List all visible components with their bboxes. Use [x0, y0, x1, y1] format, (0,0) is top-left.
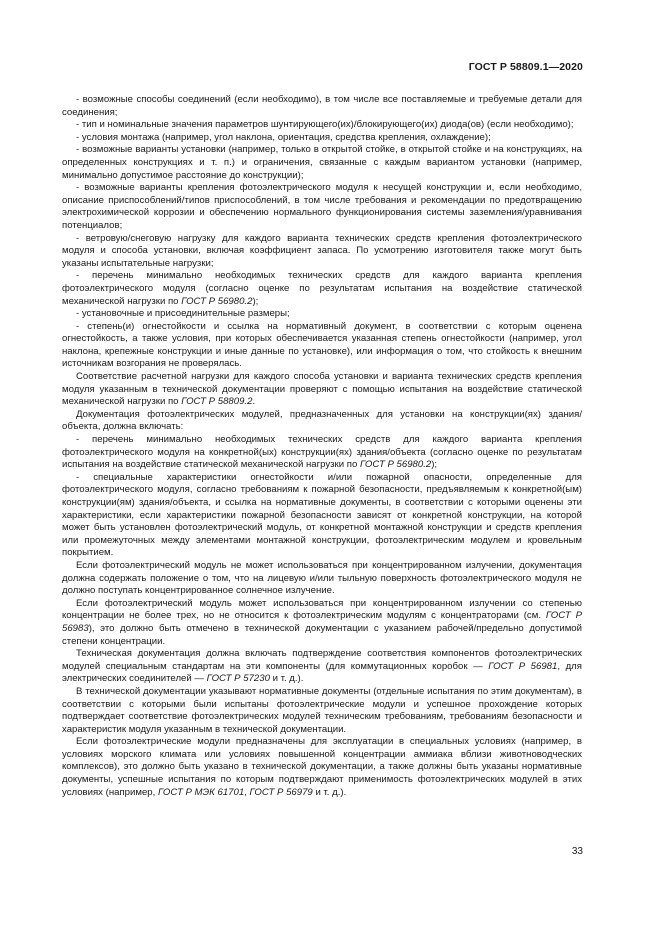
- standard-reference: ГОСТ Р 56980.2: [181, 295, 253, 307]
- paragraph-text: );: [431, 459, 438, 471]
- paragraph-text: - установочные и присоединительные размеры;: [76, 308, 290, 320]
- paragraph: [62, 182, 582, 232]
- paragraph: [62, 409, 582, 434]
- paragraph: [62, 321, 582, 371]
- standard-reference: ГОСТ Р 56979: [249, 786, 313, 798]
- paragraph-text: );: [252, 295, 259, 307]
- document-code-header: ГОСТ Р 58809.1—2020: [468, 61, 583, 73]
- paragraph-text: - специальные характеристики огнестойкости и/или пожарной опасности, определенные для фотоэлектрического модуля, согласно требованиям к пожарной безопасности, предъявляемым к конкретной(ым) конструкции(ям) здания/объекта, и ссылка на нормативные документы, в соответствии с которыми оценены эти характеристики, если характеристики пожарной безопасности зависят от конкретной конструкции, на которой может быть установлен фотоэлектрический модуль, от конкретной монтажной конструкции и средств крепления или промежуточных между элементами монтажной конструкции, фотоэлектрическим модулем и кровельным покрытием.: [62, 471, 582, 559]
- paragraph-text: - ветровую/снеговую нагрузку для каждого варианта технических средств крепления фотоэлектрического модуля и способа установки, включая коэффициент запаса. По усмотрению изготовителя также могут быть указаны испытательные нагрузки;: [62, 232, 582, 269]
- paragraph-text: , для электрических соединителей —: [62, 660, 582, 685]
- paragraph-text: и т. д.).: [312, 786, 347, 798]
- paragraph-text: - степень(и) огнестойкости и ссылка на нормативный документ, в соответствии с которым оценена огнестойкость, а также условия, при которых обеспечивается указанная степень огнестойкости (например, угол наклона, крепежные конструкции и иные данные по установке), или информация о том, что стойкость к внешним источникам возгорания не проверялась.: [62, 320, 582, 370]
- paragraph-text: Если фотоэлектрический модуль не может использоваться при концентрированном излучении, документация должна содержать положение о том, что на лицевую и/или тыльную поверхность фотоэлектрического модуля не должно поступать концентрированное солнечное излучение.: [62, 559, 582, 597]
- paragraph: [62, 371, 582, 409]
- paragraph-text: Техническая документация должна включать подтверждение соответствия компонентов фотоэлектрических модулей специальным стандартам на эти компоненты (для коммутационных коробок —: [62, 648, 582, 672]
- paragraph-text: - тип и номинальные значения параметров шунтирующего(их)/блокирующего(их) диода(ов) (если необходимо);: [76, 119, 574, 131]
- paragraph: [62, 132, 582, 145]
- paragraph-text: Если фотоэлектрические модули предназначены для эксплуатации в специальных условиях (например, в условиях морского климата или условиях повышенной концентрации аммиака вблизи животноводческих комплексов), это должно быть указано в технической документации, а также должны быть указаны нормативные документы, успешные испытания по которым подтверждают применимость фотоэлектрических модулей в этих условиях (например,: [62, 736, 582, 798]
- paragraph: [62, 472, 582, 560]
- paragraph-text: ), это должно быть отмечено в технической документации с указанием рабочей/предельно допустимой степени концентрации.: [62, 622, 582, 647]
- paragraph-text: Если фотоэлектрический модуль может использоваться при концентрированном излучении со степенью концентрации не более трех, но не относится к фотоэлектрическим модулям с концентраторами (см.: [62, 597, 582, 622]
- standard-reference: ГОСТ Р 56981: [488, 660, 558, 672]
- paragraph-text: - возможные варианты установки (например, только в открытой стойке, в открытой стойке и на конструкциях, на определенных конструкциях и т. п.) и ограничения, связанные с каждым вариантом установки (например, минимально допустимое расстояние до конструкции);: [62, 144, 582, 181]
- paragraph: [62, 144, 582, 182]
- paragraph-text: - перечень минимально необходимых технических средств для каждого варианта крепления фотоэлектрического модуля (согласно оценке по результатам испытания на воздействие статической механической нагрузки по: [62, 270, 582, 307]
- paragraph: [62, 560, 582, 598]
- paragraph: [62, 270, 582, 308]
- paragraph-text: - возможные варианты крепления фотоэлектрического модуля к несущей конструкции и, если необходимо, описание приспособлений/типов приспособлений, в том числе требования и рекомендации по предотвращению электрохимической коррозии и обеспечению нормального функционирования системы заземления/уравнивания потенциалов;: [62, 182, 582, 231]
- standard-reference: ГОСТ Р 56983: [62, 610, 582, 634]
- standard-reference: ГОСТ Р 56980.2: [359, 459, 432, 471]
- paragraph: [62, 686, 582, 736]
- paragraph: [62, 94, 582, 119]
- standard-reference: ГОСТ Р 58809.2: [181, 396, 253, 408]
- page-number: 33: [571, 846, 583, 857]
- paragraph-text: - перечень минимально необходимых технических средств для каждого варианта крепления фотоэлектрического модуля на конкретной(ых) конструкции(ях) здания/объекта (согласно оценке по результатам испытания на воздействие статической механической нагрузки по: [62, 434, 582, 471]
- document-body: [62, 94, 582, 799]
- standard-reference: ГОСТ Р 57230: [206, 673, 270, 685]
- paragraph: [62, 648, 582, 686]
- paragraph-text: ,: [244, 786, 250, 798]
- paragraph-text: - возможные способы соединений (если необходимо), в том числе все поставляемые и требуемые детали для соединения;: [62, 94, 582, 118]
- paragraph-text: Соответствие расчетной нагрузки для каждого способа установки и варианта технических средств крепления модуля указанным в технической документации проверяют с помощью испытания на воздействие статической механической нагрузки по: [62, 371, 582, 408]
- paragraph: [62, 598, 582, 648]
- paragraph: [62, 434, 582, 472]
- paragraph: [62, 736, 582, 799]
- standard-reference: ГОСТ Р МЭК 61701: [157, 786, 245, 798]
- paragraph-text: Документация фотоэлектрических модулей, предназначенных для установки на конструкции(ях) здания/объекта, должна включать:: [62, 408, 582, 433]
- paragraph-text: и т. д.).: [269, 673, 304, 685]
- paragraph: [62, 308, 582, 321]
- paragraph-text: - условия монтажа (например, угол наклона, ориентация, средства крепления, охлаждение);: [76, 131, 491, 143]
- paragraph-text: В технической документации указывают нормативные документы (отдельные испытания по этим документам), в соответствии с которыми были испытаны фотоэлектрические модули и успешное прохождение которых подтверждает соответствие фотоэлектрических модулей техническим требованиям, требованиям безопасности и характеристик модуля указанным в технической документации.: [62, 685, 582, 735]
- paragraph: [62, 233, 582, 271]
- paragraph-text: .: [252, 396, 256, 408]
- paragraph: [62, 119, 582, 132]
